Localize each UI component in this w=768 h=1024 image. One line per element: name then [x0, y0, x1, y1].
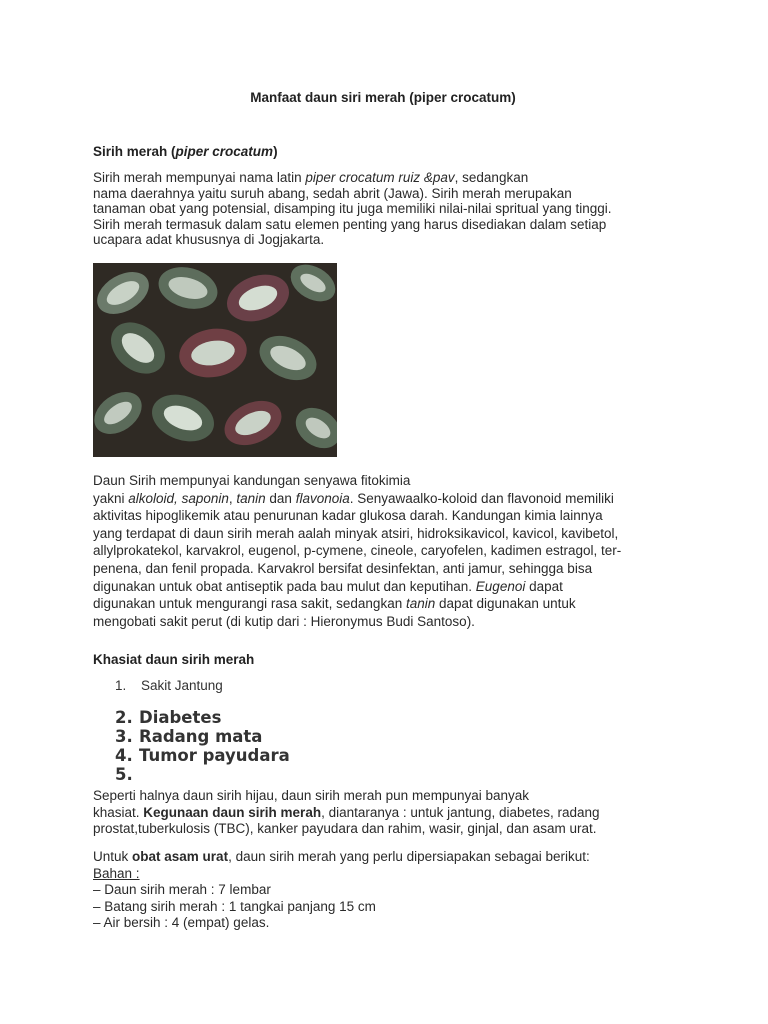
text-run: khasiat. — [93, 804, 144, 820]
text-line: aktivitas hipoglikemik atau penurunan kadar glukosa darah. Kandungan kimia lainnya — [93, 508, 603, 524]
text-line: prostat,tuberkulosis (TBC), kanker payudara dan rahim, wasir, ginjal, dan asam urat. — [93, 821, 597, 837]
bold-run: obat asam urat — [132, 849, 229, 864]
text-line: Sirih merah termasuk dalam satu elemen penting yang harus disediakan dalam setiap — [93, 216, 607, 232]
khasiat-heading — [93, 652, 254, 667]
latin-name: piper crocatum ruiz &pav — [305, 170, 455, 185]
italic-run: tanin — [405, 596, 436, 612]
italic-run: alkoloid, saponin — [128, 490, 229, 506]
list-item — [93, 708, 290, 727]
text-run: yakni — [93, 490, 129, 506]
ingredient-line: – Daun sirih merah : 7 lembar — [93, 882, 271, 898]
list-number: 5. — [115, 765, 133, 784]
italic-run: Eugenoi — [475, 578, 526, 594]
khasiat-list-first — [93, 678, 223, 693]
khasiat-list-big — [93, 708, 290, 784]
bahan-label: Bahan : — [93, 865, 140, 881]
heading-text: Sirih merah ( — [93, 144, 176, 159]
text-line: Daun Sirih mempunyai kandungan senyawa fitokimia — [93, 473, 411, 488]
heading-italic: piper crocatum — [175, 144, 274, 159]
text-run: digunakan untuk mengurangi rasa sakit, sedangkan — [93, 596, 406, 612]
text-line: mengobati sakit perut (di kutip dari : Hieronymus Budi Santoso). — [93, 613, 475, 629]
document-title: Manfaat daun siri merah (piper crocatum) — [250, 90, 516, 105]
text-line: tanaman obat yang potensial, disamping itu juga memiliki nilai-nilai spritual yang tinggi. — [93, 201, 612, 217]
text-line: ucapara adat khususnya di Jogjakarta. — [93, 232, 325, 248]
text-run: , daun sirih merah yang perlu dipersiapakan sebagai berikut: — [228, 849, 590, 864]
list-number: 4. — [115, 746, 133, 765]
text-run: , — [228, 490, 237, 506]
list-item — [93, 746, 290, 765]
list-number: 3. — [115, 727, 133, 746]
italic-run: tanin — [236, 490, 266, 506]
text-run: dapat — [525, 578, 563, 594]
ingredient-line: – Batang sirih merah : 1 tangkai panjang 15 cm — [93, 898, 376, 914]
list-item-text: Tumor payudara — [139, 746, 290, 765]
heading-text: Khasiat daun sirih merah — [93, 652, 255, 667]
italic-run: flavonoia — [295, 490, 350, 506]
sirih-merah-photo — [93, 263, 337, 457]
text-line: nama daerahnya yaitu suruh abang, sedah abrit (Jawa). Sirih merah merupakan — [93, 185, 572, 201]
bold-run: Kegunaan daun sirih merah — [143, 804, 322, 820]
text-line: penena, dan fenil propada. Karvakrol bersifat desinfektan, anti jamur, sehingga bisa — [93, 560, 593, 576]
text-run: Untuk — [93, 849, 133, 864]
intro-paragraph — [93, 170, 693, 248]
text-run: dapat digunakan untuk — [435, 596, 576, 612]
list-number: 2. — [115, 708, 133, 727]
text-run: . Senyawaalko-koloid dan flavonoid memiliki — [349, 490, 614, 506]
text-line: yang terdapat di daun sirih merah aalah minyak atsiri, hidroksikavicol, kavicol, kavibetol, — [93, 525, 619, 541]
asam-urat-paragraph — [93, 849, 693, 931]
heading-text: ) — [273, 144, 278, 159]
list-item — [93, 678, 223, 693]
kegunaan-paragraph — [93, 788, 693, 837]
text-line: allylprokatekol, karvakrol, eugenol, p-cymene, cineole, caryofelen, kadimen estragol, ter- — [93, 543, 622, 559]
ingredient-line: – Air bersih : 4 (empat) gelas. — [93, 915, 270, 931]
list-item — [93, 765, 290, 784]
section-heading-sirih-merah — [93, 144, 278, 159]
text-run: , diantaranya : untuk jantung, diabetes, radang — [321, 804, 600, 820]
text-run: , sedangkan — [454, 170, 529, 185]
text-run: Sirih merah mempunyai nama latin — [93, 170, 306, 185]
text-run: digunakan untuk obat antiseptik pada bau mulut dan keputihan. — [93, 578, 476, 594]
text-run: dan — [265, 490, 296, 506]
text-line: Seperti halnya daun sirih hijau, daun sirih merah pun mempunyai banyak — [93, 788, 530, 803]
kandungan-paragraph — [93, 473, 693, 629]
list-item-text: Diabetes — [139, 708, 222, 727]
list-item — [93, 727, 290, 746]
list-item-text: Radang mata — [139, 727, 263, 746]
list-number: 1. — [115, 678, 127, 693]
list-item-text: Sakit Jantung — [141, 678, 223, 693]
